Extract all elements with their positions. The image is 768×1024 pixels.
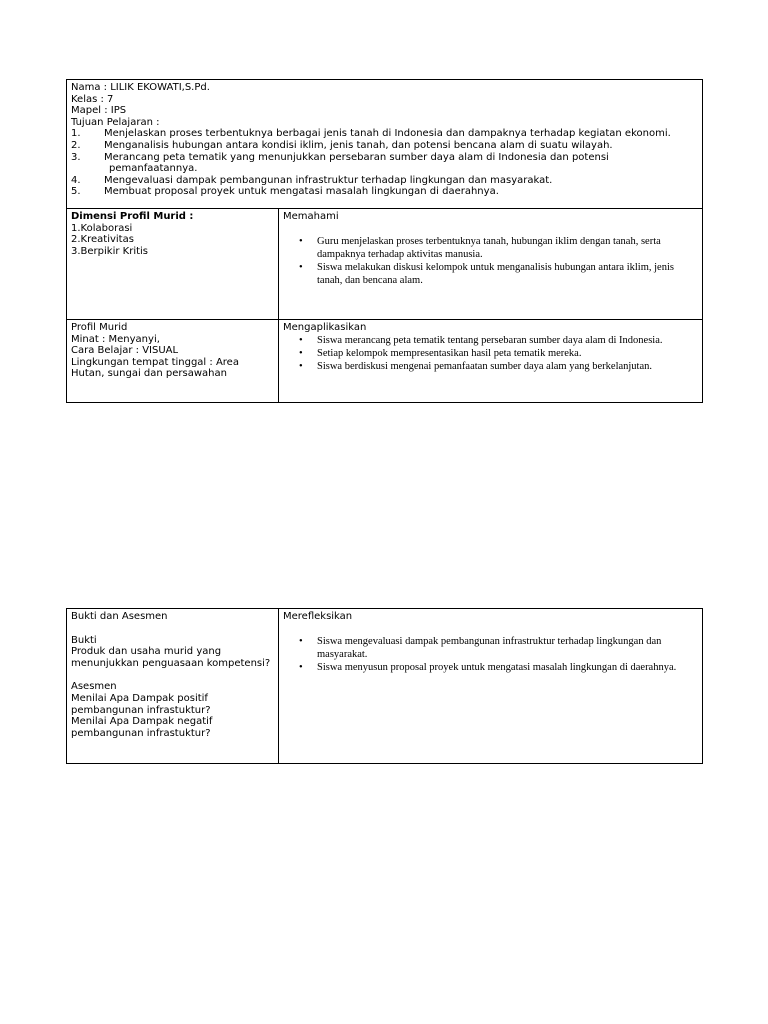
- profil-line: Cara Belajar : VISUAL: [71, 345, 179, 357]
- list-item: [299, 661, 698, 674]
- merefleksikan-bullet-line: Siswa mengevaluasi dampak pembangunan infrastruktur terhadap lingkungan dan: [317, 635, 662, 647]
- tujuan-continuation: pemanfaatannya.: [109, 163, 198, 175]
- bukti-label: Bukti: [71, 634, 97, 646]
- mengaplikasikan-bullet: Siswa merancang peta tematik tentang persebaran sumber daya alam di Indonesia.: [317, 334, 663, 346]
- list-item: [299, 235, 698, 261]
- asesmen-line: pembangunan infrastuktur?: [71, 727, 211, 739]
- tujuan-text: Mengevaluasi dampak pembangunan infrastruktur terhadap lingkungan dan masyarakat.: [104, 174, 553, 186]
- tujuan-text: Menganalisis hubungan antara kondisi iklim, jenis tanah, dan potensi bencana alam di suatu wilayah.: [104, 139, 613, 151]
- list-item: [299, 261, 698, 287]
- tujuan-label: Tujuan Pelajaran :: [71, 116, 160, 128]
- asesmen-line: pembangunan infrastuktur?: [71, 704, 211, 716]
- tujuan-number: 5.: [71, 186, 81, 198]
- bullet-icon: •: [299, 235, 303, 247]
- list-item: [299, 334, 698, 347]
- tujuan-item: [71, 140, 698, 152]
- profil-line: Lingkungan tempat tinggal : Area: [71, 356, 239, 368]
- tujuan-number: 2.: [71, 139, 81, 151]
- dimensi-title: Dimensi Profil Murid :: [71, 211, 194, 222]
- profil-line: Profil Murid: [71, 322, 128, 333]
- merefleksikan-cell: [279, 609, 703, 764]
- header-cell: [67, 80, 703, 209]
- tujuan-item: [71, 175, 698, 187]
- list-item: [299, 360, 698, 373]
- tujuan-item: [71, 128, 698, 140]
- tujuan-number: 4.: [71, 174, 81, 186]
- kelas-line: Kelas : 7: [71, 93, 114, 105]
- bullet-icon: •: [299, 661, 303, 673]
- tujuan-text: Merancang peta tematik yang menunjukkan persebaran sumber daya alam di Indonesia dan potensi: [104, 151, 609, 163]
- bullet-icon: •: [299, 347, 303, 359]
- asesmen-line: Menilai Apa Dampak positif: [71, 692, 208, 704]
- lesson-plan-table-bottom: [66, 608, 703, 764]
- merefleksikan-title: Merefleksikan: [283, 611, 353, 622]
- profil-line: Minat : Menyanyi,: [71, 333, 160, 345]
- tujuan-number: 3.: [71, 151, 81, 163]
- mengaplikasikan-list: [283, 334, 698, 373]
- dimensi-item: 1.Kolaborasi: [71, 222, 133, 234]
- mengaplikasikan-cell: [279, 320, 703, 403]
- merefleksikan-bullet-line: masyarakat.: [317, 648, 368, 660]
- memahami-bullet-line: Guru menjelaskan proses terbentuknya tanah, hubungan iklim dengan tanah, serta: [317, 235, 661, 247]
- bullet-icon: •: [299, 334, 303, 346]
- bullet-icon: •: [299, 635, 303, 647]
- bukti-line: menunjukkan penguasaan kompetensi?: [71, 657, 271, 669]
- list-item: [299, 347, 698, 360]
- bullet-icon: •: [299, 261, 303, 273]
- tujuan-text: Menjelaskan proses terbentuknya berbagai jenis tanah di Indonesia dan dampaknya terhadap kegiatan ekonomi.: [104, 128, 671, 140]
- tujuan-item: [71, 152, 698, 164]
- memahami-bullet-line: tanah, dan bencana alam.: [317, 274, 423, 286]
- lesson-plan-table-top: [66, 79, 703, 403]
- tujuan-item: [71, 186, 698, 198]
- asesmen-label: Asesmen: [71, 681, 117, 693]
- tujuan-number: 1.: [71, 128, 81, 140]
- memahami-cell: [279, 209, 703, 320]
- memahami-list: [283, 235, 698, 287]
- dimensi-item: 2.Kreativitas: [71, 234, 134, 246]
- profil-cell: [67, 320, 279, 403]
- memahami-title: Memahami: [283, 211, 339, 222]
- bukti-title: Bukti dan Asesmen: [71, 611, 168, 622]
- dimensi-cell: [67, 209, 279, 320]
- merefleksikan-bullet-line: Siswa menyusun proposal proyek untuk mengatasi masalah lingkungan di daerahnya.: [317, 661, 677, 673]
- nama-line: Nama : LILIK EKOWATI,S.Pd.: [71, 82, 210, 93]
- bukti-cell: [67, 609, 279, 764]
- profil-line: Hutan, sungai dan persawahan: [71, 368, 227, 380]
- memahami-bullet-line: Siswa melakukan diskusi kelompok untuk menganalisis hubungan antara iklim, jenis: [317, 261, 674, 273]
- bukti-line: Produk dan usaha murid yang: [71, 646, 222, 658]
- dimensi-item: 3.Berpikir Kritis: [71, 245, 149, 257]
- asesmen-line: Menilai Apa Dampak negatif: [71, 716, 213, 728]
- bullet-icon: •: [299, 360, 303, 372]
- mengaplikasikan-title: Mengaplikasikan: [283, 322, 367, 333]
- merefleksikan-list: [283, 635, 698, 674]
- mengaplikasikan-bullet: Setiap kelompok mempresentasikan hasil peta tematik mereka.: [317, 347, 582, 359]
- tujuan-text: Membuat proposal proyek untuk mengatasi masalah lingkungan di daerahnya.: [104, 186, 499, 198]
- mengaplikasikan-bullet: Siswa berdiskusi mengenai pemanfaatan sumber daya alam yang berkelanjutan.: [317, 360, 653, 372]
- mapel-line: Mapel : IPS: [71, 105, 127, 117]
- list-item: [299, 635, 698, 661]
- memahami-bullet-line: dampaknya terhadap aktivitas manusia.: [317, 248, 483, 260]
